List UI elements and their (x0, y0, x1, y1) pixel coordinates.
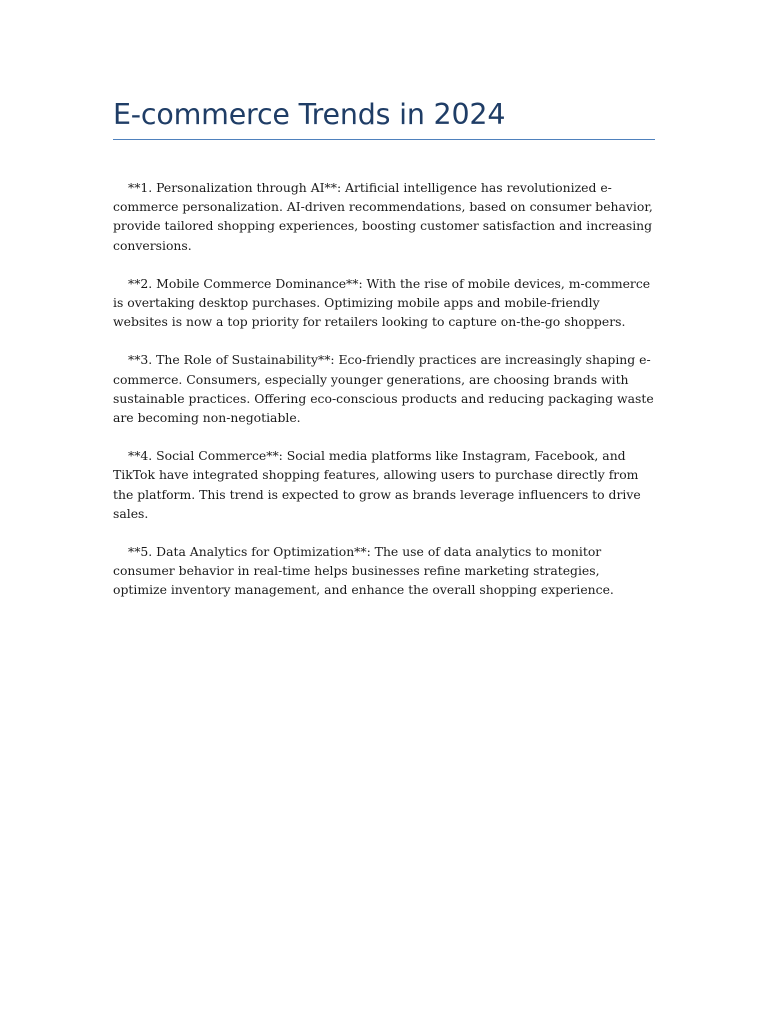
document-title: E-commerce Trends in 2024 (113, 98, 506, 131)
paragraph-social-commerce: **4. Social Commerce**: Social media platforms like Instagram, Facebook, and TikTok have integrated shopping features, allowing users to purchase directly from the platform. This trend is expected to grow as brands leverage influencers to drive sales. (113, 448, 641, 521)
paragraph-sustainability: **3. The Role of Sustainability**: Eco-friendly practices are increasingly shaping e-commerce. Consumers, especially younger generations, are choosing brands with sustainable practices. Offering eco-conscious products and reducing packaging waste are becoming non-negotiable. (113, 352, 654, 426)
title-divider (113, 139, 655, 140)
paragraph-data-analytics: **5. Data Analytics for Optimization**: The use of data analytics to monitor consumer behavior in real-time helps businesses refine marketing strategies, optimize inventory management, and enhance the overall shopping experience. (113, 544, 614, 598)
paragraph-personalization: **1. Personalization through AI**: Artificial intelligence has revolutionized e-commerce personalization. AI-driven recommendations, based on consumer behavior, provide tailored shopping experiences, boosting customer satisfaction and increasing conversions. (113, 180, 653, 253)
document-body (113, 178, 655, 600)
paragraph-mobile-commerce: **2. Mobile Commerce Dominance**: With the rise of mobile devices, m-commerce is overtaking desktop purchases. Optimizing mobile apps and mobile-friendly websites is now a top priority for retailers looking to capture on-the-go shoppers. (113, 275, 651, 330)
document-page (113, 96, 655, 619)
